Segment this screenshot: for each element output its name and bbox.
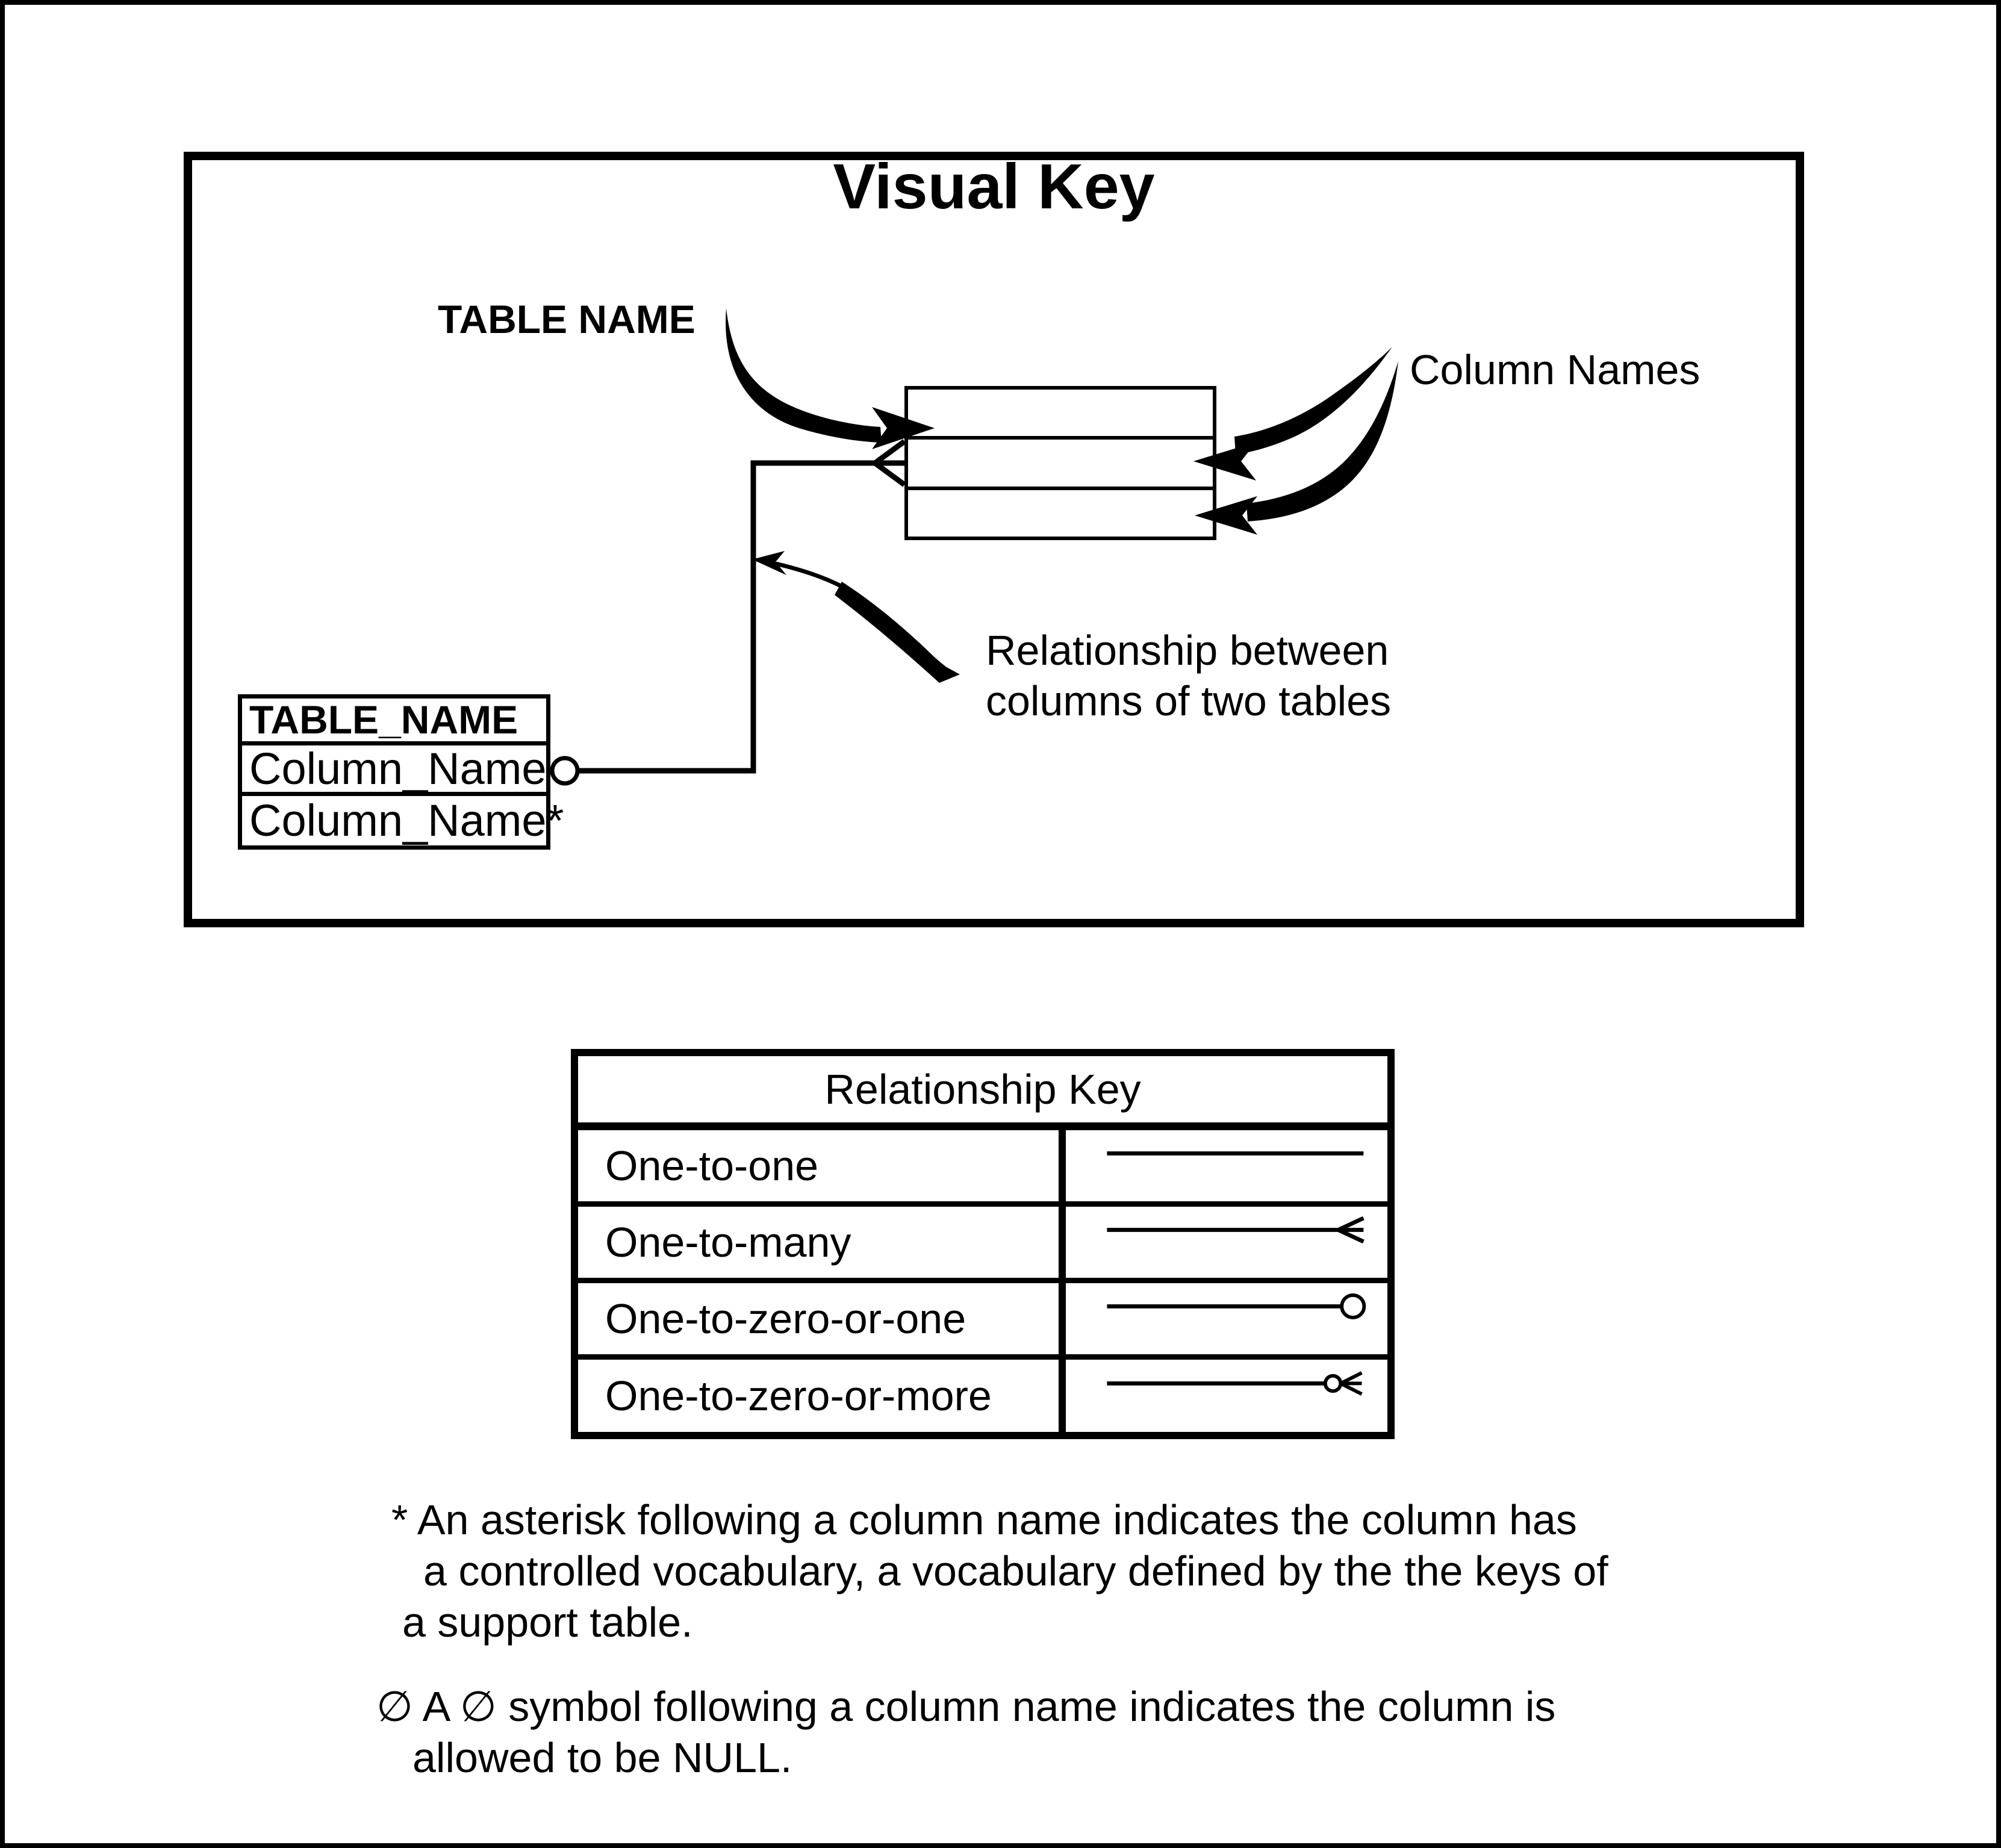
relationship-key-row-label: One-to-one [578,1130,1066,1207]
asterisk-footnote-line3: a support table. [402,1599,693,1646]
column-names-annotation-label: Column Names [1410,346,1701,393]
example-table-shape [904,386,1216,540]
relationship-annotation-label [986,625,1391,726]
relationship-key-title: Relationship Key [578,1056,1387,1130]
asterisk-footnote-line2: a controlled vocabulary, a vocabulary defined by the the keys of [423,1548,1608,1594]
sample-table-row: Column_Name* [249,795,564,845]
visual-key-title: Visual Key [833,151,1155,222]
sample-table-row: Column_Name [242,745,546,796]
one-to-zero-or-more-symbol [1066,1360,1387,1432]
one-to-one-symbol [1066,1130,1387,1207]
relationship-annotation-line1: Relationship between [986,627,1389,674]
sample-table [238,694,564,850]
sample-table-header: TABLE_NAME [242,698,546,745]
relationship-annotation-line2: columns of two tables [986,677,1392,724]
example-table-row [908,390,1213,440]
relationship-key-row-label: One-to-many [578,1207,1066,1283]
one-to-many-symbol [1066,1207,1387,1283]
asterisk-footnote [391,1495,1608,1648]
relationship-key-row-label: One-to-zero-or-more [578,1360,1066,1432]
example-table-row [908,440,1213,490]
relationship-key-rows [578,1130,1387,1432]
example-table-row [908,490,1213,537]
null-footnote [376,1681,1555,1784]
relationship-key-row-label: One-to-zero-or-one [578,1283,1066,1360]
one-to-zero-or-one-symbol [1066,1283,1387,1360]
null-footnote-line2: allowed to be NULL. [412,1734,792,1781]
null-footnote-line1: ∅ A ∅ symbol following a column name indicates the column is [376,1683,1556,1730]
relationship-key-table [571,1049,1395,1439]
table-name-annotation-label: TABLE NAME [438,297,696,341]
asterisk-footnote-line1: * An asterisk following a column name indicates the column has [391,1496,1577,1543]
